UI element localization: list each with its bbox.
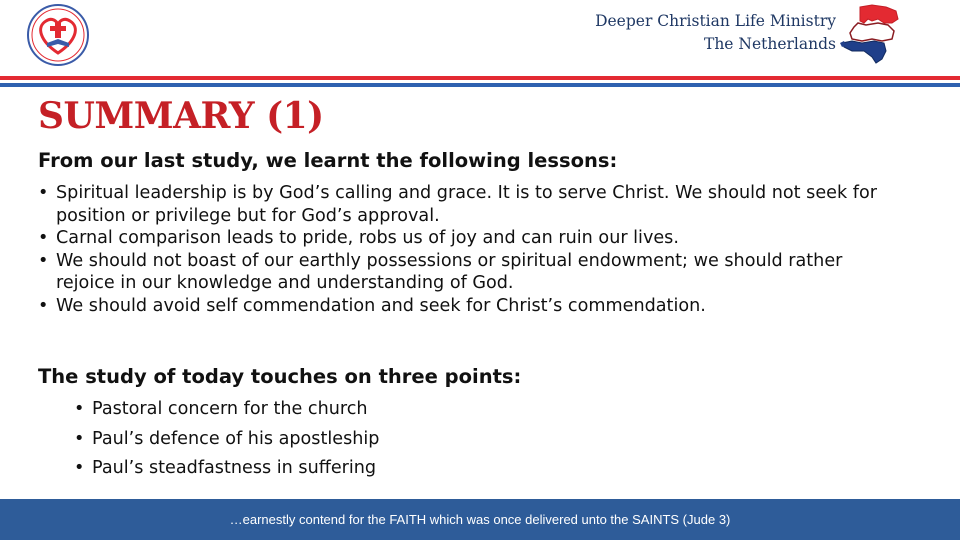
organization-name (595, 10, 836, 56)
points-list (74, 395, 379, 484)
lessons-list (38, 182, 888, 317)
netherlands-map-icon (838, 1, 902, 67)
heart-bible-cross-logo-icon (26, 3, 90, 67)
lesson-text: We should avoid self commendation and seek for Christ’s commendation. (56, 295, 706, 316)
bullet: • (38, 183, 49, 203)
point-text: Paul’s defence of his apostleship (92, 428, 380, 449)
list-item (74, 425, 379, 455)
bullet: • (74, 458, 85, 478)
bullet: • (74, 399, 85, 419)
list-item (38, 182, 888, 227)
org-line-2: The Netherlands (703, 35, 836, 53)
lesson-text: Spiritual leadership is by God’s calling and grace. It is to serve Christ. We should not seek for position or privilege but for God’s approval. (56, 183, 877, 226)
section-heading-points: The study of today touches on three points: (38, 365, 522, 388)
section-heading-lessons: From our last study, we learnt the following lessons: (38, 149, 618, 172)
footer-scripture: …earnestly contend for the FAITH which was once delivered unto the SAINTS (Jude 3) (229, 512, 731, 527)
list-item (74, 454, 379, 484)
list-item (38, 250, 888, 295)
list-item (74, 395, 379, 425)
list-item (38, 295, 888, 318)
footer-bar (0, 499, 960, 540)
bullet: • (38, 250, 49, 271)
bullet: • (38, 295, 49, 316)
bullet: • (38, 228, 49, 248)
point-text: Paul’s steadfastness in suffering (92, 458, 377, 478)
header-rule-red (0, 76, 960, 80)
map (838, 1, 902, 67)
logo (26, 3, 90, 67)
lesson-text: Carnal comparison leads to pride, robs us of joy and can ruin our lives. (56, 228, 679, 248)
header-rule-blue (0, 83, 960, 87)
list-item (38, 227, 888, 250)
point-text: Pastoral concern for the church (92, 399, 368, 419)
bullet: • (74, 428, 85, 449)
org-line-1: Deeper Christian Life Ministry (595, 12, 836, 30)
lesson-text: We should not boast of our earthly possessions or spiritual endowment; we should rather rejoice in our knowledge and understanding of God. (56, 250, 843, 293)
slide-title: SUMMARY (1) (38, 95, 324, 137)
